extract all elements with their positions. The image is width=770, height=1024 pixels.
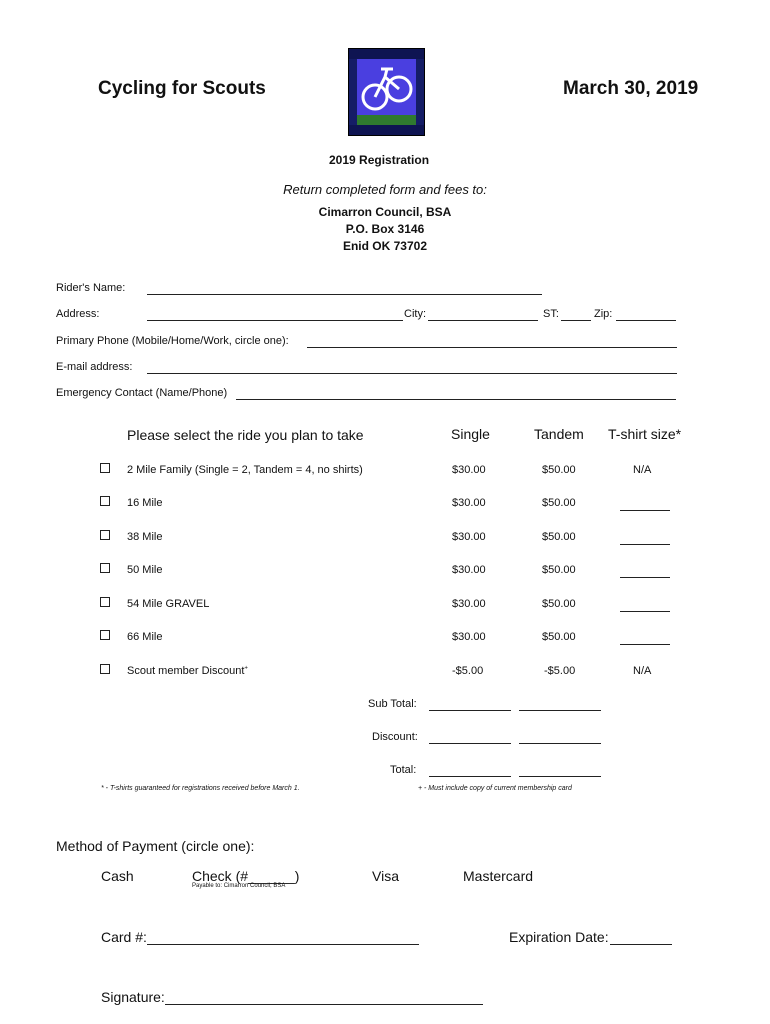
discount-tandem-field[interactable] [519, 743, 601, 744]
single-price: $30.00 [452, 598, 486, 610]
payment-check[interactable]: Check (#______) [192, 868, 300, 884]
ride-checkbox[interactable] [100, 463, 110, 473]
city-field[interactable] [428, 320, 538, 321]
tandem-price: $50.00 [542, 464, 576, 476]
tshirt-size: N/A [633, 665, 652, 677]
city-state-zip: Enid OK 73702 [342, 239, 428, 253]
membership-footnote: + - Must include copy of current membership card [418, 785, 572, 792]
ride-label: 2 Mile Family (Single = 2, Tandem = 4, no shirts) [127, 464, 363, 476]
single-price: $30.00 [452, 631, 486, 643]
ride-label [127, 665, 248, 677]
subtotal-single-field[interactable] [429, 710, 511, 711]
primary-phone-field[interactable] [307, 347, 677, 348]
ride-checkbox[interactable] [100, 563, 110, 573]
signature-field[interactable] [165, 1004, 483, 1005]
registration-title: 2019 Registration [329, 153, 430, 167]
payment-cash[interactable]: Cash [101, 868, 134, 884]
tandem-price: -$5.00 [544, 665, 576, 677]
state-label: ST: [543, 308, 559, 320]
form-date: March 30, 2019 [563, 78, 699, 99]
signature-label: Signature: [101, 989, 165, 1005]
ride-checkbox[interactable] [100, 664, 110, 674]
expiration-field[interactable] [610, 944, 672, 945]
po-box: P.O. Box 3146 [345, 222, 425, 236]
emergency-contact-field[interactable] [236, 399, 676, 400]
scout-cycling-logo [348, 48, 425, 136]
single-price: $30.00 [452, 497, 486, 509]
council-name: Cimarron Council, BSA [318, 205, 452, 219]
zip-field[interactable] [616, 320, 676, 321]
card-number-label: Card #: [101, 929, 147, 945]
tshirt-size-field[interactable] [620, 577, 670, 578]
ride-checkbox[interactable] [100, 597, 110, 607]
emergency-contact-label: Emergency Contact (Name/Phone) [56, 387, 228, 399]
discount-total-label: Discount: [372, 731, 418, 743]
bicycle-icon [357, 59, 416, 125]
email-field[interactable] [147, 373, 677, 374]
tandem-price: $50.00 [542, 564, 576, 576]
ride-label: 50 Mile [127, 564, 163, 576]
ride-label: 66 Mile [127, 631, 163, 643]
ride-label: 16 Mile [127, 497, 163, 509]
tandem-column-header: Tandem [534, 426, 584, 442]
tandem-price: $50.00 [542, 497, 576, 509]
ride-column-header: Please select the ride you plan to take [127, 427, 364, 443]
tandem-price: $50.00 [542, 531, 576, 543]
single-price: $30.00 [452, 531, 486, 543]
single-column-header: Single [451, 426, 490, 442]
rider-name-label: Rider's Name: [56, 282, 126, 294]
tshirt-size-field[interactable] [620, 644, 670, 645]
check-payable-note: Payable to: Cimarron Council, BSA [192, 883, 286, 889]
tshirt-column-header: T-shirt size* [608, 426, 682, 442]
card-number-field[interactable] [147, 944, 419, 945]
total-tandem-field[interactable] [519, 776, 601, 777]
discount-footnote-mark: + [244, 665, 248, 672]
zip-label: Zip: [594, 308, 613, 320]
tshirt-footnote: * - T-shirts guaranteed for registrations received before March 1. [101, 785, 300, 792]
total-single-field[interactable] [429, 776, 511, 777]
tshirt-size-field[interactable] [620, 510, 670, 511]
city-label: City: [404, 308, 426, 320]
single-price: -$5.00 [452, 665, 484, 677]
tandem-price: $50.00 [542, 631, 576, 643]
address-label: Address: [56, 308, 100, 320]
expiration-label: Expiration Date: [509, 929, 609, 945]
address-field[interactable] [147, 320, 403, 321]
subtotal-tandem-field[interactable] [519, 710, 601, 711]
payment-heading: Method of Payment (circle one): [56, 838, 255, 854]
total-label: Total: [390, 764, 417, 776]
tshirt-size-field[interactable] [620, 611, 670, 612]
ride-label: 38 Mile [127, 531, 163, 543]
ride-checkbox[interactable] [100, 496, 110, 506]
subtotal-label: Sub Total: [368, 698, 417, 710]
form-title: Cycling for Scouts [98, 78, 266, 99]
discount-single-field[interactable] [429, 743, 511, 744]
primary-phone-label: Primary Phone (Mobile/Home/Work, circle one): [56, 335, 289, 347]
rider-name-field[interactable] [147, 294, 542, 295]
return-note: Return completed form and fees to: [283, 182, 487, 197]
ride-checkbox[interactable] [100, 630, 110, 640]
single-price: $30.00 [452, 564, 486, 576]
tshirt-size: N/A [633, 464, 652, 476]
email-label: E-mail address: [56, 361, 133, 373]
single-price: $30.00 [452, 464, 486, 476]
payment-mastercard[interactable]: Mastercard [463, 868, 534, 884]
state-field[interactable] [561, 320, 591, 321]
ride-checkbox[interactable] [100, 530, 110, 540]
tandem-price: $50.00 [542, 598, 576, 610]
discount-label-text: Scout member Discount [127, 665, 245, 677]
tshirt-size-field[interactable] [620, 544, 670, 545]
ride-label: 54 Mile GRAVEL [127, 598, 210, 610]
payment-visa[interactable]: Visa [372, 868, 399, 884]
